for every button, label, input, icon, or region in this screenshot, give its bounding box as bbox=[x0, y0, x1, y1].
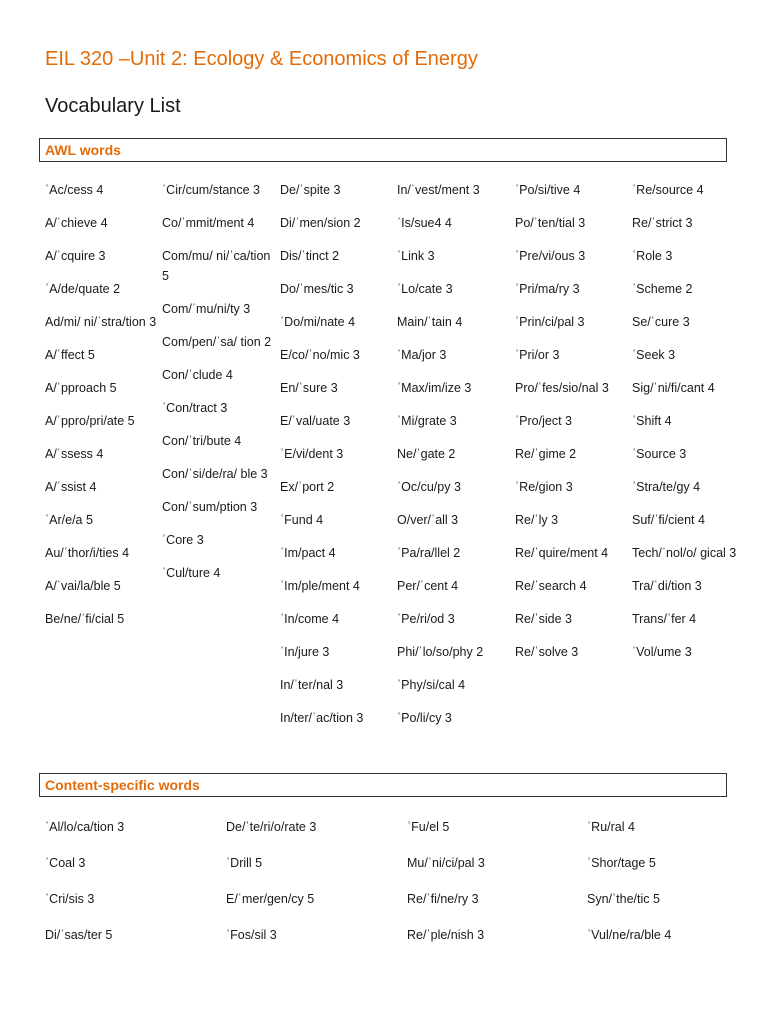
vocab-word: ˈPe/ri/od 3 bbox=[397, 612, 455, 626]
awl-column bbox=[515, 180, 631, 675]
vocab-word: ˈIn/jure 3 bbox=[280, 645, 330, 659]
vocab-word: ˈRole 3 bbox=[632, 249, 673, 263]
vocab-word: A/ˈpproach 5 bbox=[45, 381, 117, 395]
vocab-word: ˈFu/el 5 bbox=[407, 820, 450, 834]
vocab-word: Sig/ˈni/fi/cant 4 bbox=[632, 381, 715, 395]
vocab-word: Suf/ˈfi/cient 4 bbox=[632, 513, 705, 527]
vocab-word: ˈVul/ne/ra/ble 4 bbox=[587, 928, 672, 942]
vocab-word: Re/ˈfi/ne/ry 3 bbox=[407, 892, 479, 906]
vocab-word: Re/ˈside 3 bbox=[515, 612, 572, 626]
vocab-word: Com/ˈmu/ni/ty 3 bbox=[162, 302, 251, 316]
vocab-word: ˈIm/pact 4 bbox=[280, 546, 336, 560]
vocab-word: ˈOc/cu/py 3 bbox=[397, 480, 461, 494]
awl-section-label: AWL words bbox=[45, 142, 121, 158]
vocab-word: Trans/ˈfer 4 bbox=[632, 612, 697, 626]
vocab-word: Con/ˈclude 4 bbox=[162, 368, 233, 382]
awl-column bbox=[280, 180, 396, 741]
vocab-word: Re/ˈly 3 bbox=[515, 513, 559, 527]
vocab-word: ˈE/vi/dent 3 bbox=[280, 447, 344, 461]
vocab-word: ˈCri/sis 3 bbox=[45, 892, 95, 906]
vocab-word: Mu/ˈni/ci/pal 3 bbox=[407, 856, 485, 870]
vocab-word: Ad/mi/ ni/ˈstra/tion 3 bbox=[45, 315, 157, 329]
vocab-word: Con/ˈsum/ption 3 bbox=[162, 500, 258, 514]
vocab-word: ˈLink 3 bbox=[397, 249, 435, 263]
vocab-word: Co/ˈmmit/ment 4 bbox=[162, 216, 255, 230]
vocab-word: De/ˈspite 3 bbox=[280, 183, 341, 197]
vocab-word: Main/ˈtain 4 bbox=[397, 315, 463, 329]
vocab-word: A/ˈffect 5 bbox=[45, 348, 95, 362]
vocab-word: ˈFos/sil 3 bbox=[226, 928, 277, 942]
vocab-word: In/ˈvest/ment 3 bbox=[397, 183, 480, 197]
content-column bbox=[587, 817, 671, 961]
vocab-word: Se/ˈcure 3 bbox=[632, 315, 690, 329]
vocab-word: ˈDo/mi/nate 4 bbox=[280, 315, 356, 329]
vocab-word: ˈCir/cum/stance 3 bbox=[162, 183, 260, 197]
vocab-word: ˈCon/tract 3 bbox=[162, 401, 228, 415]
vocab-word: ˈCoal 3 bbox=[45, 856, 86, 870]
vocab-word: ˈPri/or 3 bbox=[515, 348, 560, 362]
vocab-word: A/ˈssess 4 bbox=[45, 447, 104, 461]
vocab-word: ˈMa/jor 3 bbox=[397, 348, 447, 362]
vocab-word: O/ver/ˈall 3 bbox=[397, 513, 459, 527]
vocab-word: Con/ˈtri/bute 4 bbox=[162, 434, 242, 448]
vocab-word: ˈPro/ject 3 bbox=[515, 414, 572, 428]
vocab-word: ˈMax/im/ize 3 bbox=[397, 381, 472, 395]
vocab-word: ˈPrin/ci/pal 3 bbox=[515, 315, 585, 329]
vocab-word: Ex/ˈport 2 bbox=[280, 480, 335, 494]
vocab-word: E/ˈval/uate 3 bbox=[280, 414, 351, 428]
vocab-word: De/ˈte/ri/o/rate 3 bbox=[226, 820, 317, 834]
awl-column bbox=[162, 180, 278, 596]
vocab-word: ˈSeek 3 bbox=[632, 348, 676, 362]
awl-column bbox=[397, 180, 513, 741]
vocab-word: ˈCul/ture 4 bbox=[162, 566, 221, 580]
vocab-word: ˈMi/grate 3 bbox=[397, 414, 457, 428]
vocab-word: Di/ˈmen/sion 2 bbox=[280, 216, 361, 230]
content-column bbox=[45, 817, 124, 961]
vocab-word: ˈShift 4 bbox=[632, 414, 672, 428]
vocab-word: Con/ˈsi/de/ra/ ble 3 bbox=[162, 467, 268, 481]
vocab-word: Re/ˈgime 2 bbox=[515, 447, 577, 461]
vocab-word: ˈAc/cess 4 bbox=[45, 183, 104, 197]
vocab-word: A/ˈcquire 3 bbox=[45, 249, 106, 263]
vocab-word: ˈScheme 2 bbox=[632, 282, 693, 296]
vocab-word: En/ˈsure 3 bbox=[280, 381, 338, 395]
vocab-word: Ne/ˈgate 2 bbox=[397, 447, 456, 461]
vocab-word: ˈPre/vi/ous 3 bbox=[515, 249, 586, 263]
vocab-word: ˈPhy/si/cal 4 bbox=[397, 678, 466, 692]
vocab-word: ˈIs/sue4 4 bbox=[397, 216, 452, 230]
vocab-word: ˈPo/li/cy 3 bbox=[397, 711, 452, 725]
vocab-word: ˈIm/ple/ment 4 bbox=[280, 579, 360, 593]
vocab-word: Di/ˈsas/ter 5 bbox=[45, 928, 113, 942]
vocab-word: A/ˈppro/pri/ate 5 bbox=[45, 414, 135, 428]
vocab-word: ˈVol/ume 3 bbox=[632, 645, 692, 659]
content-section-header bbox=[39, 773, 727, 797]
vocab-word: Dis/ˈtinct 2 bbox=[280, 249, 340, 263]
vocab-word: ˈDrill 5 bbox=[226, 856, 263, 870]
vocab-word: ˈCore 3 bbox=[162, 533, 204, 547]
vocab-word: ˈPo/si/tive 4 bbox=[515, 183, 581, 197]
vocab-word: Be/ne/ˈfi/cial 5 bbox=[45, 612, 125, 626]
vocab-word: Tra/ˈdi/tion 3 bbox=[632, 579, 702, 593]
vocab-word: Re/ˈquire/ment 4 bbox=[515, 546, 609, 560]
vocab-word: In/ˈter/nal 3 bbox=[280, 678, 344, 692]
vocab-word: Po/ˈten/tial 3 bbox=[515, 216, 586, 230]
awl-section-header bbox=[39, 138, 727, 162]
content-column bbox=[407, 817, 485, 961]
vocab-word: E/ˈmer/gen/cy 5 bbox=[226, 892, 315, 906]
vocab-word: Re/ˈstrict 3 bbox=[632, 216, 693, 230]
vocab-word: E/co/ˈno/mic 3 bbox=[280, 348, 360, 362]
vocab-word: ˈPa/ra/llel 2 bbox=[397, 546, 461, 560]
vocab-word: Com/mu/ ni/ˈca/tion 5 bbox=[162, 249, 271, 283]
vocab-word: In/ter/ˈac/tion 3 bbox=[280, 711, 364, 725]
vocab-word: Re/ˈsolve 3 bbox=[515, 645, 579, 659]
vocab-word: A/ˈvai/la/ble 5 bbox=[45, 579, 121, 593]
vocab-word: Re/ˈsearch 4 bbox=[515, 579, 587, 593]
document-title: EIL 320 –Unit 2: Ecology & Economics of Energy bbox=[45, 48, 478, 70]
vocab-word: ˈFund 4 bbox=[280, 513, 324, 527]
vocab-word: ˈPri/ma/ry 3 bbox=[515, 282, 580, 296]
vocab-word: ˈShor/tage 5 bbox=[587, 856, 656, 870]
vocab-word: Do/ˈmes/tic 3 bbox=[280, 282, 354, 296]
vocab-word: ˈStra/te/gy 4 bbox=[632, 480, 701, 494]
content-section-label: Content-specific words bbox=[45, 777, 200, 793]
vocab-word: Phi/ˈlo/so/phy 2 bbox=[397, 645, 484, 659]
awl-column bbox=[632, 180, 748, 675]
vocab-word: A/ˈchieve 4 bbox=[45, 216, 108, 230]
vocab-word: ˈA/de/quate 2 bbox=[45, 282, 121, 296]
vocab-word: ˈSource 3 bbox=[632, 447, 687, 461]
vocab-word: ˈAl/lo/ca/tion 3 bbox=[45, 820, 125, 834]
vocab-word: Com/pen/ˈsa/ tion 2 bbox=[162, 335, 272, 349]
vocab-word: ˈLo/cate 3 bbox=[397, 282, 453, 296]
vocab-word: Au/ˈthor/i/ties 4 bbox=[45, 546, 130, 560]
awl-column bbox=[45, 180, 161, 642]
vocab-word: ˈIn/come 4 bbox=[280, 612, 340, 626]
vocab-word: ˈAr/e/a 5 bbox=[45, 513, 93, 527]
vocab-word: Syn/ˈthe/tic 5 bbox=[587, 892, 660, 906]
vocab-word: A/ˈssist 4 bbox=[45, 480, 97, 494]
vocab-word: Pro/ˈfes/sio/nal 3 bbox=[515, 381, 609, 395]
vocab-word: ˈRu/ral 4 bbox=[587, 820, 635, 834]
vocab-word: ˈRe/gion 3 bbox=[515, 480, 573, 494]
content-column bbox=[226, 817, 316, 961]
vocab-word: ˈRe/source 4 bbox=[632, 183, 704, 197]
vocab-word: Re/ˈple/nish 3 bbox=[407, 928, 485, 942]
vocab-word: Tech/ˈnol/o/ gical 3 bbox=[632, 546, 737, 560]
document-subtitle: Vocabulary List bbox=[45, 95, 181, 117]
vocab-word: Per/ˈcent 4 bbox=[397, 579, 459, 593]
